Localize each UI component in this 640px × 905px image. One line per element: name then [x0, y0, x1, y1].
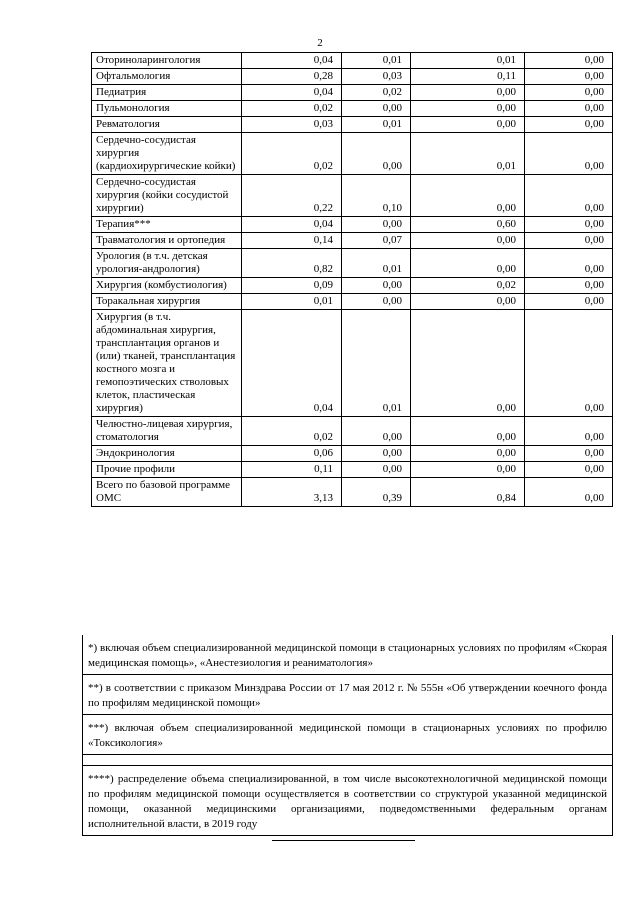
row-value-3: 0,84: [411, 478, 525, 507]
footnote-3: ***) включая объем специализированной медицинской помощи в стационарных условиях по профилю «Токсикология»: [83, 715, 612, 755]
row-value-3: 0,00: [411, 101, 525, 117]
row-value-2: 0,00: [342, 462, 411, 478]
row-value-4: 0,00: [525, 278, 613, 294]
row-value-1: 0,14: [242, 233, 342, 249]
row-value-4: 0,00: [525, 294, 613, 310]
row-value-4: 0,00: [525, 417, 613, 446]
row-value-3: 0,02: [411, 278, 525, 294]
row-value-3: 0,00: [411, 310, 525, 417]
row-name: Оториноларингология: [92, 53, 242, 69]
row-name: Хирургия (комбустиология): [92, 278, 242, 294]
row-name: Прочие профили: [92, 462, 242, 478]
row-value-2: 0,01: [342, 310, 411, 417]
row-value-3: 0,01: [411, 133, 525, 175]
row-name: Травматология и ортопедия: [92, 233, 242, 249]
end-rule: [272, 840, 415, 841]
footnote-spacer: [83, 755, 612, 766]
row-value-2: 0,01: [342, 53, 411, 69]
row-value-1: 3,13: [242, 478, 342, 507]
row-name: Всего по базовой программе ОМС: [92, 478, 242, 507]
row-name: Эндокринология: [92, 446, 242, 462]
row-value-1: 0,01: [242, 294, 342, 310]
table-body: [92, 53, 613, 507]
row-value-3: 0,00: [411, 85, 525, 101]
row-value-1: 0,04: [242, 53, 342, 69]
row-value-4: 0,00: [525, 446, 613, 462]
row-value-3: 0,00: [411, 294, 525, 310]
row-value-2: 0,00: [342, 294, 411, 310]
footnote-1: *) включая объем специализированной медицинской помощи в стационарных условиях по профилям «Скорая медицинская помощь», «Анестезиология и реаниматология»: [83, 635, 612, 675]
row-value-3: 0,60: [411, 217, 525, 233]
row-value-1: 0,82: [242, 249, 342, 278]
row-name: Сердечно-сосудистая хирургия (койки сосудистой хирургии): [92, 175, 242, 217]
row-name: Педиатрия: [92, 85, 242, 101]
table-row: [92, 278, 613, 294]
row-value-2: 0,01: [342, 117, 411, 133]
footnote-4: ****) распределение объема специализированной, в том числе высокотехнологичной медицинской помощи по профилям медицинской помощи осуществляется в соответствии со структурой указанной медицинской помощи, оказанной медицинскими организациями, подведомственными федеральным органам исполнительной власти, в 2019 году: [83, 766, 612, 836]
table-row: [92, 478, 613, 507]
row-value-1: 0,04: [242, 85, 342, 101]
row-value-4: 0,00: [525, 217, 613, 233]
row-value-4: 0,00: [525, 85, 613, 101]
row-value-3: 0,01: [411, 53, 525, 69]
row-name: Ревматология: [92, 117, 242, 133]
row-value-2: 0,00: [342, 101, 411, 117]
row-name: Хирургия (в т.ч. абдоминальная хирургия, трансплантация органов и (или) тканей, трансплантация костного мозга и гемопоэтических стволовых клеток, пластическая хирургия): [92, 310, 242, 417]
row-value-2: 0,39: [342, 478, 411, 507]
row-value-1: 0,04: [242, 217, 342, 233]
row-value-3: 0,11: [411, 69, 525, 85]
row-value-4: 0,00: [525, 117, 613, 133]
row-value-2: 0,01: [342, 249, 411, 278]
table-row: [92, 462, 613, 478]
row-value-1: 0,02: [242, 417, 342, 446]
table-row: [92, 53, 613, 69]
table-row: [92, 117, 613, 133]
row-value-2: 0,00: [342, 217, 411, 233]
row-value-4: 0,00: [525, 133, 613, 175]
row-value-2: 0,00: [342, 446, 411, 462]
row-name: Офтальмология: [92, 69, 242, 85]
table-row: [92, 310, 613, 417]
row-value-2: 0,00: [342, 417, 411, 446]
row-name: Торакальная хирургия: [92, 294, 242, 310]
row-value-3: 0,00: [411, 462, 525, 478]
footnotes-block: [82, 635, 613, 836]
row-value-1: 0,09: [242, 278, 342, 294]
table-row: [92, 294, 613, 310]
profile-volume-table: [91, 52, 613, 507]
row-value-3: 0,00: [411, 175, 525, 217]
row-name: Сердечно-сосудистая хирургия (кардиохирургические койки): [92, 133, 242, 175]
page-number: 2: [317, 37, 323, 49]
row-value-2: 0,00: [342, 278, 411, 294]
table-row: [92, 233, 613, 249]
row-value-2: 0,10: [342, 175, 411, 217]
row-value-3: 0,00: [411, 249, 525, 278]
row-value-4: 0,00: [525, 310, 613, 417]
table-row: [92, 217, 613, 233]
row-name: Пульмонология: [92, 101, 242, 117]
row-value-4: 0,00: [525, 462, 613, 478]
row-value-2: 0,00: [342, 133, 411, 175]
row-value-1: 0,28: [242, 69, 342, 85]
row-value-3: 0,00: [411, 117, 525, 133]
row-value-2: 0,02: [342, 85, 411, 101]
row-value-4: 0,00: [525, 101, 613, 117]
row-name: Урология (в т.ч. детская урология-андрология): [92, 249, 242, 278]
row-value-1: 0,22: [242, 175, 342, 217]
table-row: [92, 249, 613, 278]
footnote-2: **) в соответствии с приказом Минздрава России от 17 мая 2012 г. № 555н «Об утверждении коечного фонда по профилям медицинской помощи»: [83, 675, 612, 715]
row-name: Челюстно-лицевая хирургия, стоматология: [92, 417, 242, 446]
row-value-3: 0,00: [411, 446, 525, 462]
table-row: [92, 101, 613, 117]
row-value-4: 0,00: [525, 249, 613, 278]
row-value-1: 0,04: [242, 310, 342, 417]
row-value-2: 0,03: [342, 69, 411, 85]
row-value-4: 0,00: [525, 233, 613, 249]
table-row: [92, 85, 613, 101]
row-value-1: 0,02: [242, 133, 342, 175]
row-value-4: 0,00: [525, 478, 613, 507]
row-value-4: 0,00: [525, 53, 613, 69]
row-value-3: 0,00: [411, 233, 525, 249]
row-value-1: 0,03: [242, 117, 342, 133]
row-value-1: 0,11: [242, 462, 342, 478]
row-value-4: 0,00: [525, 69, 613, 85]
row-name: Терапия***: [92, 217, 242, 233]
table-row: [92, 69, 613, 85]
row-value-2: 0,07: [342, 233, 411, 249]
row-value-4: 0,00: [525, 175, 613, 217]
table-row: [92, 175, 613, 217]
row-value-1: 0,02: [242, 101, 342, 117]
row-value-3: 0,00: [411, 417, 525, 446]
table-row: [92, 446, 613, 462]
row-value-1: 0,06: [242, 446, 342, 462]
table-row: [92, 133, 613, 175]
table-row: [92, 417, 613, 446]
